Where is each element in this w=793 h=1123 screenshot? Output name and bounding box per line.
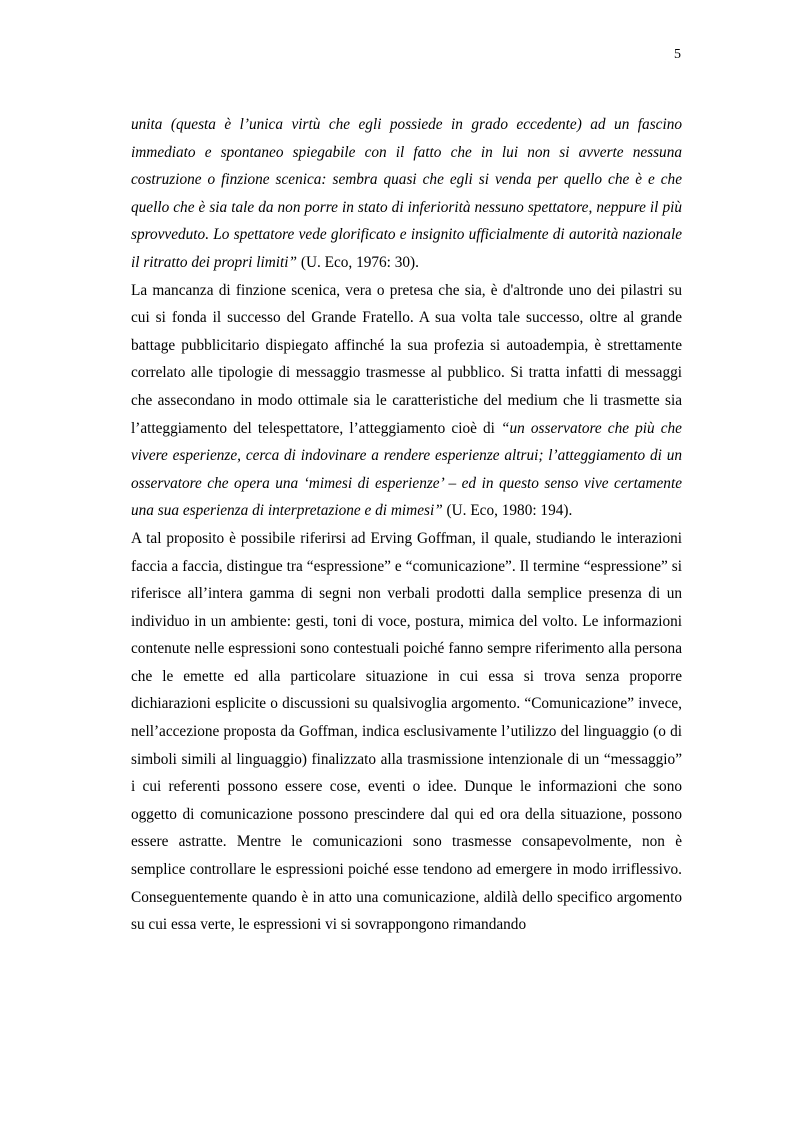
italic-quote: unita (questa è l’unica virtù che egli possiede in grado eccedente) ad un fascino immediato e spontaneo spiegabile con il fatto che in lui non si avverte nessuna costruzione o finzione scenica: sembra quasi che egli si venda per quello che è e che quello che è sia tale da non porre in stato di inferiorità nessuno spettatore, neppure il più sprovveduto. Lo spettatore vede glorificato e insignito ufficialmente di autorità nazionale il ritratto dei propri limiti”	[131, 116, 682, 271]
page-number: 5	[674, 47, 681, 62]
paragraph-quote-eco-1976	[131, 111, 682, 277]
paragraph-grande-fratello	[131, 277, 682, 525]
citation: (U. Eco, 1980: 194).	[442, 502, 573, 520]
body-text	[131, 111, 682, 939]
paragraph-text: A tal proposito è possibile riferirsi ad Erving Goffman, il quale, studiando le interazioni faccia a faccia, distingue tra “espressione” e “comunicazione”. Il termine “espressione” si riferisce all’intera gamma di segni non verbali prodotti dalla semplice presenza di un individuo in un ambiente: gesti, toni di voce, postura, mimica del volto. Le informazioni contenute nelle espressioni sono contestuali poiché fanno sempre riferimento alla persona che le emette ed alla particolare situazione in cui essa si trova senza proporre dichiarazioni esplicite o discussioni su qualsivoglia argomento. “Comunicazione” invece, nell’accezione proposta da Goffman, indica esclusivamente l’utilizzo del linguaggio (o di simboli simili al linguaggio) finalizzato alla trasmissione intenzionale di un “messaggio” i cui referenti possono essere cose, eventi o idee. Dunque le informazioni che sono oggetto di comunicazione possono prescindere dal qui ed ora della situazione, possono essere astratte. Mentre le comunicazioni sono trasmesse consapevolmente, non è semplice controllare le espressioni poiché esse tendono ad emergere in modo irriflessivo. Conseguentemente quando è in atto una comunicazione, aldilà dello specifico argomento su cui essa verte, le espressioni vi si sovrappongono rimandando	[131, 529, 682, 934]
paragraph-text: La mancanza di finzione scenica, vera o pretesa che sia, è d'altronde uno dei pilastri su cui si fonda il successo del Grande Fratello. A sua volta tale successo, oltre al grande battage pubblicitario dispiegato affinché la sua profezia si autoadempia, è strettamente correlato alle tipologie di messaggio trasmesse al pubblico. Si tratta infatti di messaggi che assecondano in modo ottimale sia le caratteristiche del medium che li trasmette sia l’atteggiamento del telespettatore, l’atteggiamento cioè di	[131, 281, 682, 437]
paragraph-goffman	[131, 525, 682, 939]
citation: (U. Eco, 1976: 30).	[297, 253, 419, 271]
italic-quote: “un osservatore che più che vivere esperienze, cerca di indovinare a rendere esperienze altrui; l’atteggiamento di un osservatore che opera una ‘mimesi di esperienze’ – ed in questo senso vive certamente una sua esperienza di interpretazione e di mimesi”	[131, 419, 682, 520]
